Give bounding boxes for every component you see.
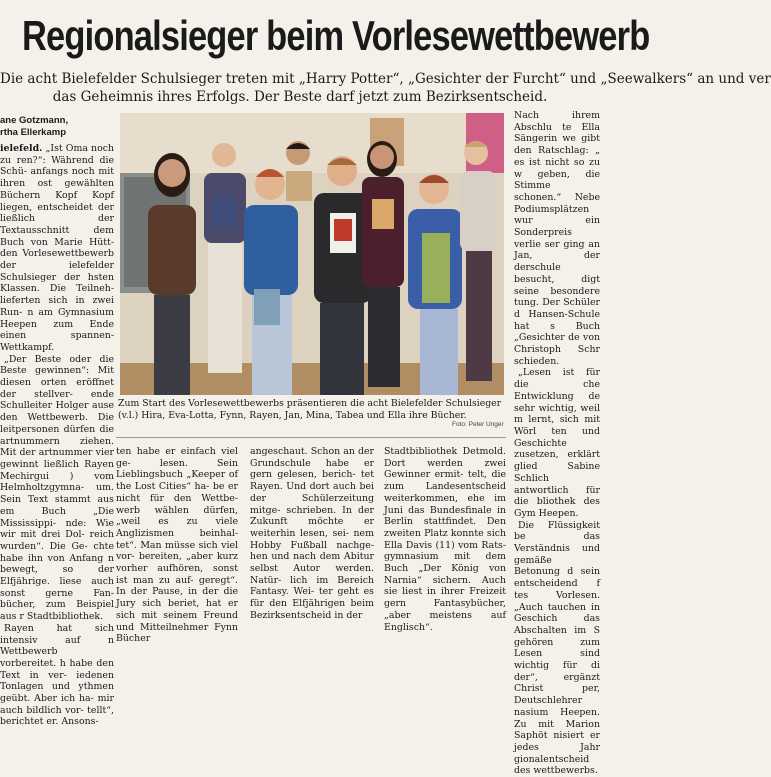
bottom-column-2-text: angeschaut. Schon an der Grundschule habe er gern gelesen, berich- tet Rayen. Und dort auch bei der Schülerzeitung mitge- schrieben. In der Zukunft möchte er weiterhin lesen, sei- nem Hobby Fußball nachge- hen und nach dem Abitur selbst Autor werden. Natür- lich im Bereich Fantasy. Wei- ter geht es für den Elfjährigen beim Bezirksentscheid in der [250,446,374,621]
byline [0,115,114,139]
bottom-column-3 [384,446,506,633]
left-paragraph-1-text: „Ist Oma noch zu ren?“: Während die Schü- anfangs noch mit ihren ost gewählten Büchern Kopf Kopf liegen, entscheidet der ließlich der Textausschnitt dem Buch von Marie Hütt- den Vorlesewettbewerb der ielefelder Schulsieger der hsten Klassen. Die Teilneh- lieferten sich in zwei Run- n am Gymnasium Heepen zum Ende einen spannen- Wettkampf. [0,143,115,353]
subheadline-line-1: Die acht Bielefelder Schulsieger treten mit „Harry Potter“, „Gesichter der Furcht“ und „Seewalkers“ an und ver [0,71,771,87]
left-column [0,115,115,728]
left-paragraph-2: „Der Beste oder die Beste gewinnen“: Mit diesen orten eröffnet der stellver- ende Schulleiter Holger ause den Wettbewerb. Die leitpersonen dürfen die artnummern ziehen. Mit der artnummer vier gewinnt ließlich Rayen Mechirgui ) vom Helmholtzgymna- um. Sein Text stammt aus em Buch „Die Mississippi- nde: Wie wir mit drei Dol- reich wurden“. Die Ge- chte habe ihn von Anfang n bewegt, so der Elfjährige. liese auch sonst gerne Fan- bücher, zum Beispiel aus r Stadtbibliothek. [0,353,114,623]
caption-divider [116,437,506,438]
child-2 [204,143,246,373]
bottom-column-2 [250,446,374,621]
headline: Regionalsieger beim Vorlesewettbewerb [22,12,650,59]
group-photo [120,113,504,395]
byline-line-1: ane Gotzmann, [0,115,69,126]
photo-credit: Foto: Peter Unger [452,421,504,428]
bottom-column-1-text: ten habe er einfach viel ge- lesen. Sein Lieblingsbuch „Keeper of the Lost Cities“ ha- be er nicht für den Wettbe- werb wählen dürfen, „weil es zu viele Anglizismen beinhal- tet“. Man müsse sich viel vor- bereiten, „aber kurz vorher aufhören, sonst ist man zu auf- geregt“. In der Pause, in der die Jury sich beriet, hat er sich mit seinem Freund und Mitteilnehmer Fynn Bücher [116,446,238,645]
dateline-place: ielefeld. [0,143,43,154]
child-4 [286,141,312,201]
subheadline [0,70,771,106]
bottom-column-1 [116,446,238,645]
right-column [514,110,600,777]
right-paragraph-2: „Lesen ist für die che Entwicklung de sehr wichtig, weil m lernt, sich mit Wörl ten und Geschichte zusetzen, erklärt glied Sabine Schlich antwortlich für die bliothek des Gym Heepen. [514,367,600,519]
child-6 [362,141,404,387]
byline-line-2: rtha Ellerkamp [0,127,66,138]
photo-caption: Zum Start des Vorlesewettbewerbs präsentieren die acht Bielefelder Schulsieger (v.l.) Hira, Eva-Lotta, Fynn, Rayen, Jan, Mina, Tabea und Ella ihre Bücher. [118,398,502,421]
right-paragraph-1: Nach ihrem Abschlu te Ella Sängerin we gibt den Ratschlag: „ es ist nicht so zu w geben, die Stimme schonen.“ Nebe Podiumsplätzen wur ein Sonderpreis verlie ser ging an Jan, der derschule besucht, digt seine besondere tung. Der Schüler d Hansen-Schule hat s Buch „Gesichter de von Christoph Schr schieden. [514,110,600,367]
group-photo-illustration [120,113,504,395]
bottom-column-3-text: Stadtbibliothek Detmold. Dort werden zwei Gewinner ermit- telt, die zum Landesentscheid weiterkommen, ehe im Juni das Bundesfinale in Berlin stattfindet. Den zweiten Platz konnte sich Ella Davis (11) vom Rats- gymnasium mit dem Buch „Der König von Narnia“ sichern. Auch sie liest in ihrer Freizeit gern Fantasybücher, „aber meistens auf Englisch“. [384,446,506,633]
subheadline-line-2: das Geheimnis ihres Erfolgs. Der Beste darf jetzt zum Bezirksentscheid. [52,89,548,105]
right-paragraph-3: Die Flüssigkeit be das Verständnis und gemäße Betonung d sein entscheidend f tes Vorlesen. „Auch tauchen in Geschich das Abschalten im S gehören zum Lesen sind wichtig für di der“, ergänzt Christ per, Deutschlehrer nasium Heepen. Zu mit Marion Saphöt nisiert er jedes Jahr gionalentscheid des wettbewerbs. [514,519,600,777]
left-paragraph-3: Rayen hat sich intensiv auf n Wettbewerb vorbereitet. h habe den Text in ver- iedenen Tonlagen und ythmen geübt. Aber ich ha- mir auch bildlich vor- tellt“, berichtet er. Ansons- [0,622,114,728]
left-paragraph-1 [0,143,114,354]
